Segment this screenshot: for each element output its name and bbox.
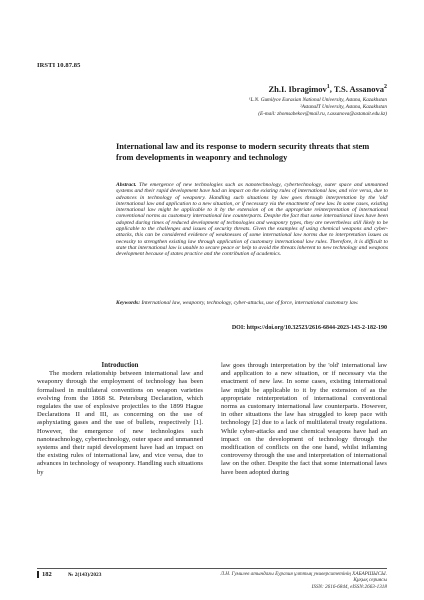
doi-link[interactable]: DOI: https://doi.org/10.32523/2616-6844-2023-143-2-182-190 [231,325,387,331]
author-emails: (E-mail: zhomsabekov@mail.ru, t.assanova@astanait.edu.kz) [258,110,387,117]
page-number: 182 [37,571,52,578]
abstract-label: Abstract. [116,182,137,188]
affiliations [127,97,387,117]
section-heading-introduction: Introduction [101,362,139,369]
author-2-name: T.S. Assanova [333,84,385,94]
issue-number: № 2(143)/2023 [68,572,102,578]
abstract-text: The emergence of new technologies such as nanotechnology, cybertechnology, outer space and unmanned systems and their rapid development have had an impact on the existing rules of international law, and vice versa, due to advances in technology of weaponry. Handling such situations by law goes through interpretation by the 'old' international law and application to a new situation, or if necessary via the enactment of new law. In some cases, existing international law might be applicable to it by the extension of on the appropriate reinterpretation of international conventional norms as customary international law counterparts. Despite the fact that some international laws have been adopted during times of reduced development of technologies and weaponry types, they are nevertheless still likely to be applicable to the challenges and issues of security threats. Given the examples of using chemical weapons and cyber-attacks, this can be considered evidence of weaknesses of some international law norms due to interpretation issues as necessity to strengthen existing law through application of customary international law rules. Therefore, it is difficult to state that international law is unable to secure peace or help to avoid the threats inherent to new technology and weapons development because of states practice and the contribution of academics. [116,182,389,258]
author-1-sup: 1 [326,84,330,91]
journal-issn: ISSN: 2616-6844, eISSN:2663-1318 [311,583,387,590]
author-2-sup: 2 [384,84,387,91]
keywords-text: International law, weaponry, technology, cyber-attacks, use of force, international customary law. [141,300,359,306]
affiliation-1: ¹L.N. Gumilyov Eurasian National University, Astana, Kazakhstan [248,97,387,103]
abstract [116,182,388,258]
affiliation-2: ²AstanaIT University, Astana, Kazakhstan [300,103,387,110]
author-1-name: Zh.I. Ibragimov [268,84,327,94]
body-column-left [37,362,203,477]
body-column-right [221,362,387,477]
body-paragraph: The modern relationship between international law and weaponry through the employment of technology has been formalised in multilateral conventions on weapon varieties evolving from the 1868 St. Petersburg Declaration, which regulates the use of explosive projectiles to the 1899 Hague Declarations II and III, as concerning on the use of asphyxiating gases and the use of bullets, respectively [1]. However, the emergence of new technologies such nanoteachnology, cybertechnology, outer space and unmanned systems and their rapid development have had an impact on the existing rules of international law, and vice versa, due to advances in technology of weaponry. Handling such situations by [37,370,203,476]
authors-line [268,84,387,94]
author-separator: , [329,84,332,94]
journal-info [207,571,387,590]
keywords-label: Keywords: [116,300,141,306]
journal-name: Л.Н. Гумилев атындағы Еуразия ұлттық университетінің ХАБАРШЫСЫ. Құқық сериясы [220,571,387,584]
keywords [116,300,388,306]
body-paragraph-continued: law goes through interpretation by the 'old' international law and application to a new situation, or if necessary via the enactment of new law. In some cases, existing international law might be applicable to it by the extension of as the appropriate reinterpretation of international conventional norms as customary international law counterparts. However, in other situations the law has struggled to keep pace with technology [2] due to a lack of multilateral treaty regulations. While cyber-attacks and use chemical weapons have had an impact on the development of technology through the modification of conflicts on the one hand, whilst inflaming controversy through the use and interpretation of international law on the other. Despite the fact that some international laws have been adopted during [221,362,387,476]
footer-divider [37,568,387,569]
irsti-code: IRSTI 10.87.85 [37,62,81,69]
paper-title: International law and its response to modern security threats that stem from developments in weaponry and technology [116,142,370,162]
